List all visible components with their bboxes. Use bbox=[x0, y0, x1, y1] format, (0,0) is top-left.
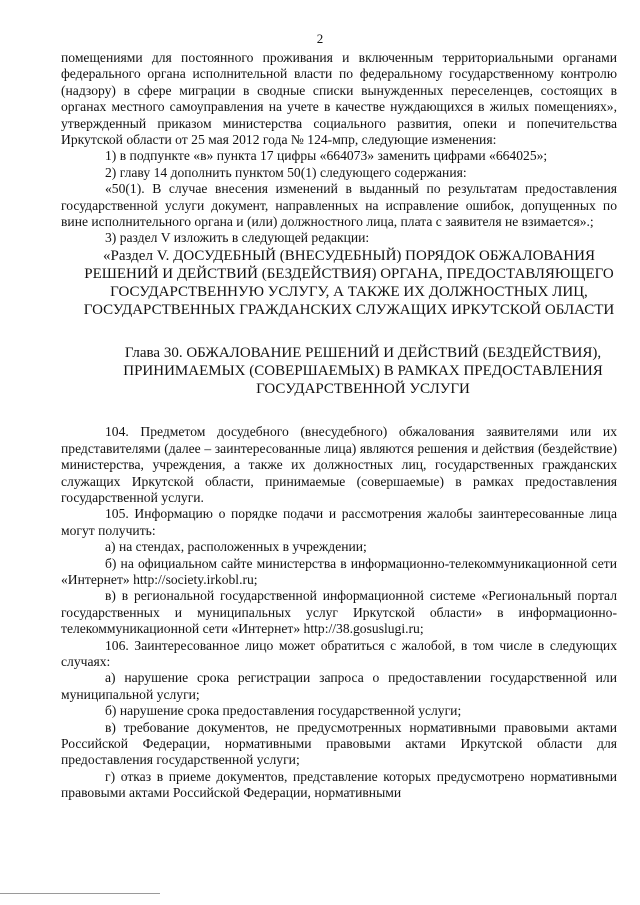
section-heading: «Раздел V. ДОСУДЕБНЫЙ (ВНЕСУДЕБНЫЙ) ПОРЯДОК ОБЖАЛОВАНИЯ РЕШЕНИЙ И ДЕЙСТВИЙ (БЕЗДЕЙСТВИЯ) ОРГАНА, ПРЕДОСТАВЛЯЮЩЕГО ГОСУДАРСТВЕННУЮ УСЛУГУ, А ТАКЖЕ ИХ ДОЛЖНОСТНЫХ ЛИЦ, ГОСУДАРСТВЕННЫХ ГРАЖДАНСКИХ СЛУЖАЩИХ ИРКУТСКОЙ ОБЛАСТИ bbox=[83, 247, 615, 319]
paragraph: в) в региональной государственной информационной системе «Региональный портал государственных и муниципальных услуг Иркутской области» в информационно-телекоммуникационной сети «Интернет» http://38.gosuslugi.ru; bbox=[61, 588, 617, 637]
paragraph: б) на официальном сайте министерства в информационно-телекоммуникационной сети «Интернет» http://society.irkobl.ru; bbox=[61, 555, 617, 587]
paragraph: помещениями для постоянного проживания и включенным территориальными органами федерального органа исполнительной власти по федеральному государственному контролю (надзору) в сфере миграции в сводные списки вынужденных переселенцев, состоящих в органах местного самоуправления на учете в качестве нуждающихся в жилых помещениях», утвержденный приказом министерства социального развития, опеки и попечительства Иркутской области от 25 мая 2012 года № 124-мпр, следующие изменения: bbox=[61, 50, 617, 148]
chapter-heading: Глава 30. ОБЖАЛОВАНИЕ РЕШЕНИЙ И ДЕЙСТВИЙ (БЕЗДЕЙСТВИЯ), ПРИНИМАЕМЫХ (СОВЕРШАЕМЫХ) В РАМКАХ ПРЕДОСТАВЛЕНИЯ ГОСУДАРСТВЕННОЙ УСЛУГИ bbox=[123, 344, 603, 398]
paragraph: «50(1). В случае внесения изменений в выданный по результатам предоставления государственной услуги документ, направленных на исправление ошибок, допущенных по вине исполнительного органа и (или) должностного лица, плата с заявителя не взимается».; bbox=[61, 181, 617, 230]
paragraph: 1) в подпункте «в» пункта 17 цифры «664073» заменить цифрами «664025»; bbox=[105, 148, 548, 164]
paragraph: 105. Информацию о порядке подачи и рассмотрения жалобы заинтересованные лица могут получить: bbox=[61, 506, 617, 538]
paragraph: 2) главу 14 дополнить пунктом 50(1) следующего содержания: bbox=[105, 164, 467, 180]
paragraph: а) на стендах, расположенных в учреждении; bbox=[105, 539, 367, 555]
paragraph: а) нарушение срока регистрации запроса о предоставлении государственной или муниципальной услуги; bbox=[61, 670, 617, 702]
paragraph: 104. Предметом досудебного (внесудебного) обжалования заявителями или их представителями (далее – заинтересованные лица) являются решения и действия (бездействие) министерства, учреждения, а также их должностных лиц, государственных гражданских служащих Иркутской области, принимаемые (совершаемые) в рамках предоставления государственной услуги. bbox=[61, 424, 617, 505]
paragraph: 106. Заинтересованное лицо может обратиться с жалобой, в том числе в следующих случаях: bbox=[61, 637, 617, 669]
paragraph: в) требование документов, не предусмотренных нормативными правовыми актами Российской Федерации, нормативными правовыми актами Иркутской области для предоставления государственной услуги; bbox=[61, 719, 617, 768]
paragraph: г) отказ в приеме документов, представление которых предусмотрено нормативными правовыми актами Российской Федерации, нормативными bbox=[61, 768, 617, 801]
document-text bbox=[61, 50, 617, 802]
page-number: 2 bbox=[316, 31, 324, 46]
paragraph: б) нарушение срока предоставления государственной услуги; bbox=[105, 703, 462, 719]
page-bottom-rule bbox=[0, 893, 160, 894]
paragraph: 3) раздел V изложить в следующей редакции: bbox=[105, 230, 370, 246]
